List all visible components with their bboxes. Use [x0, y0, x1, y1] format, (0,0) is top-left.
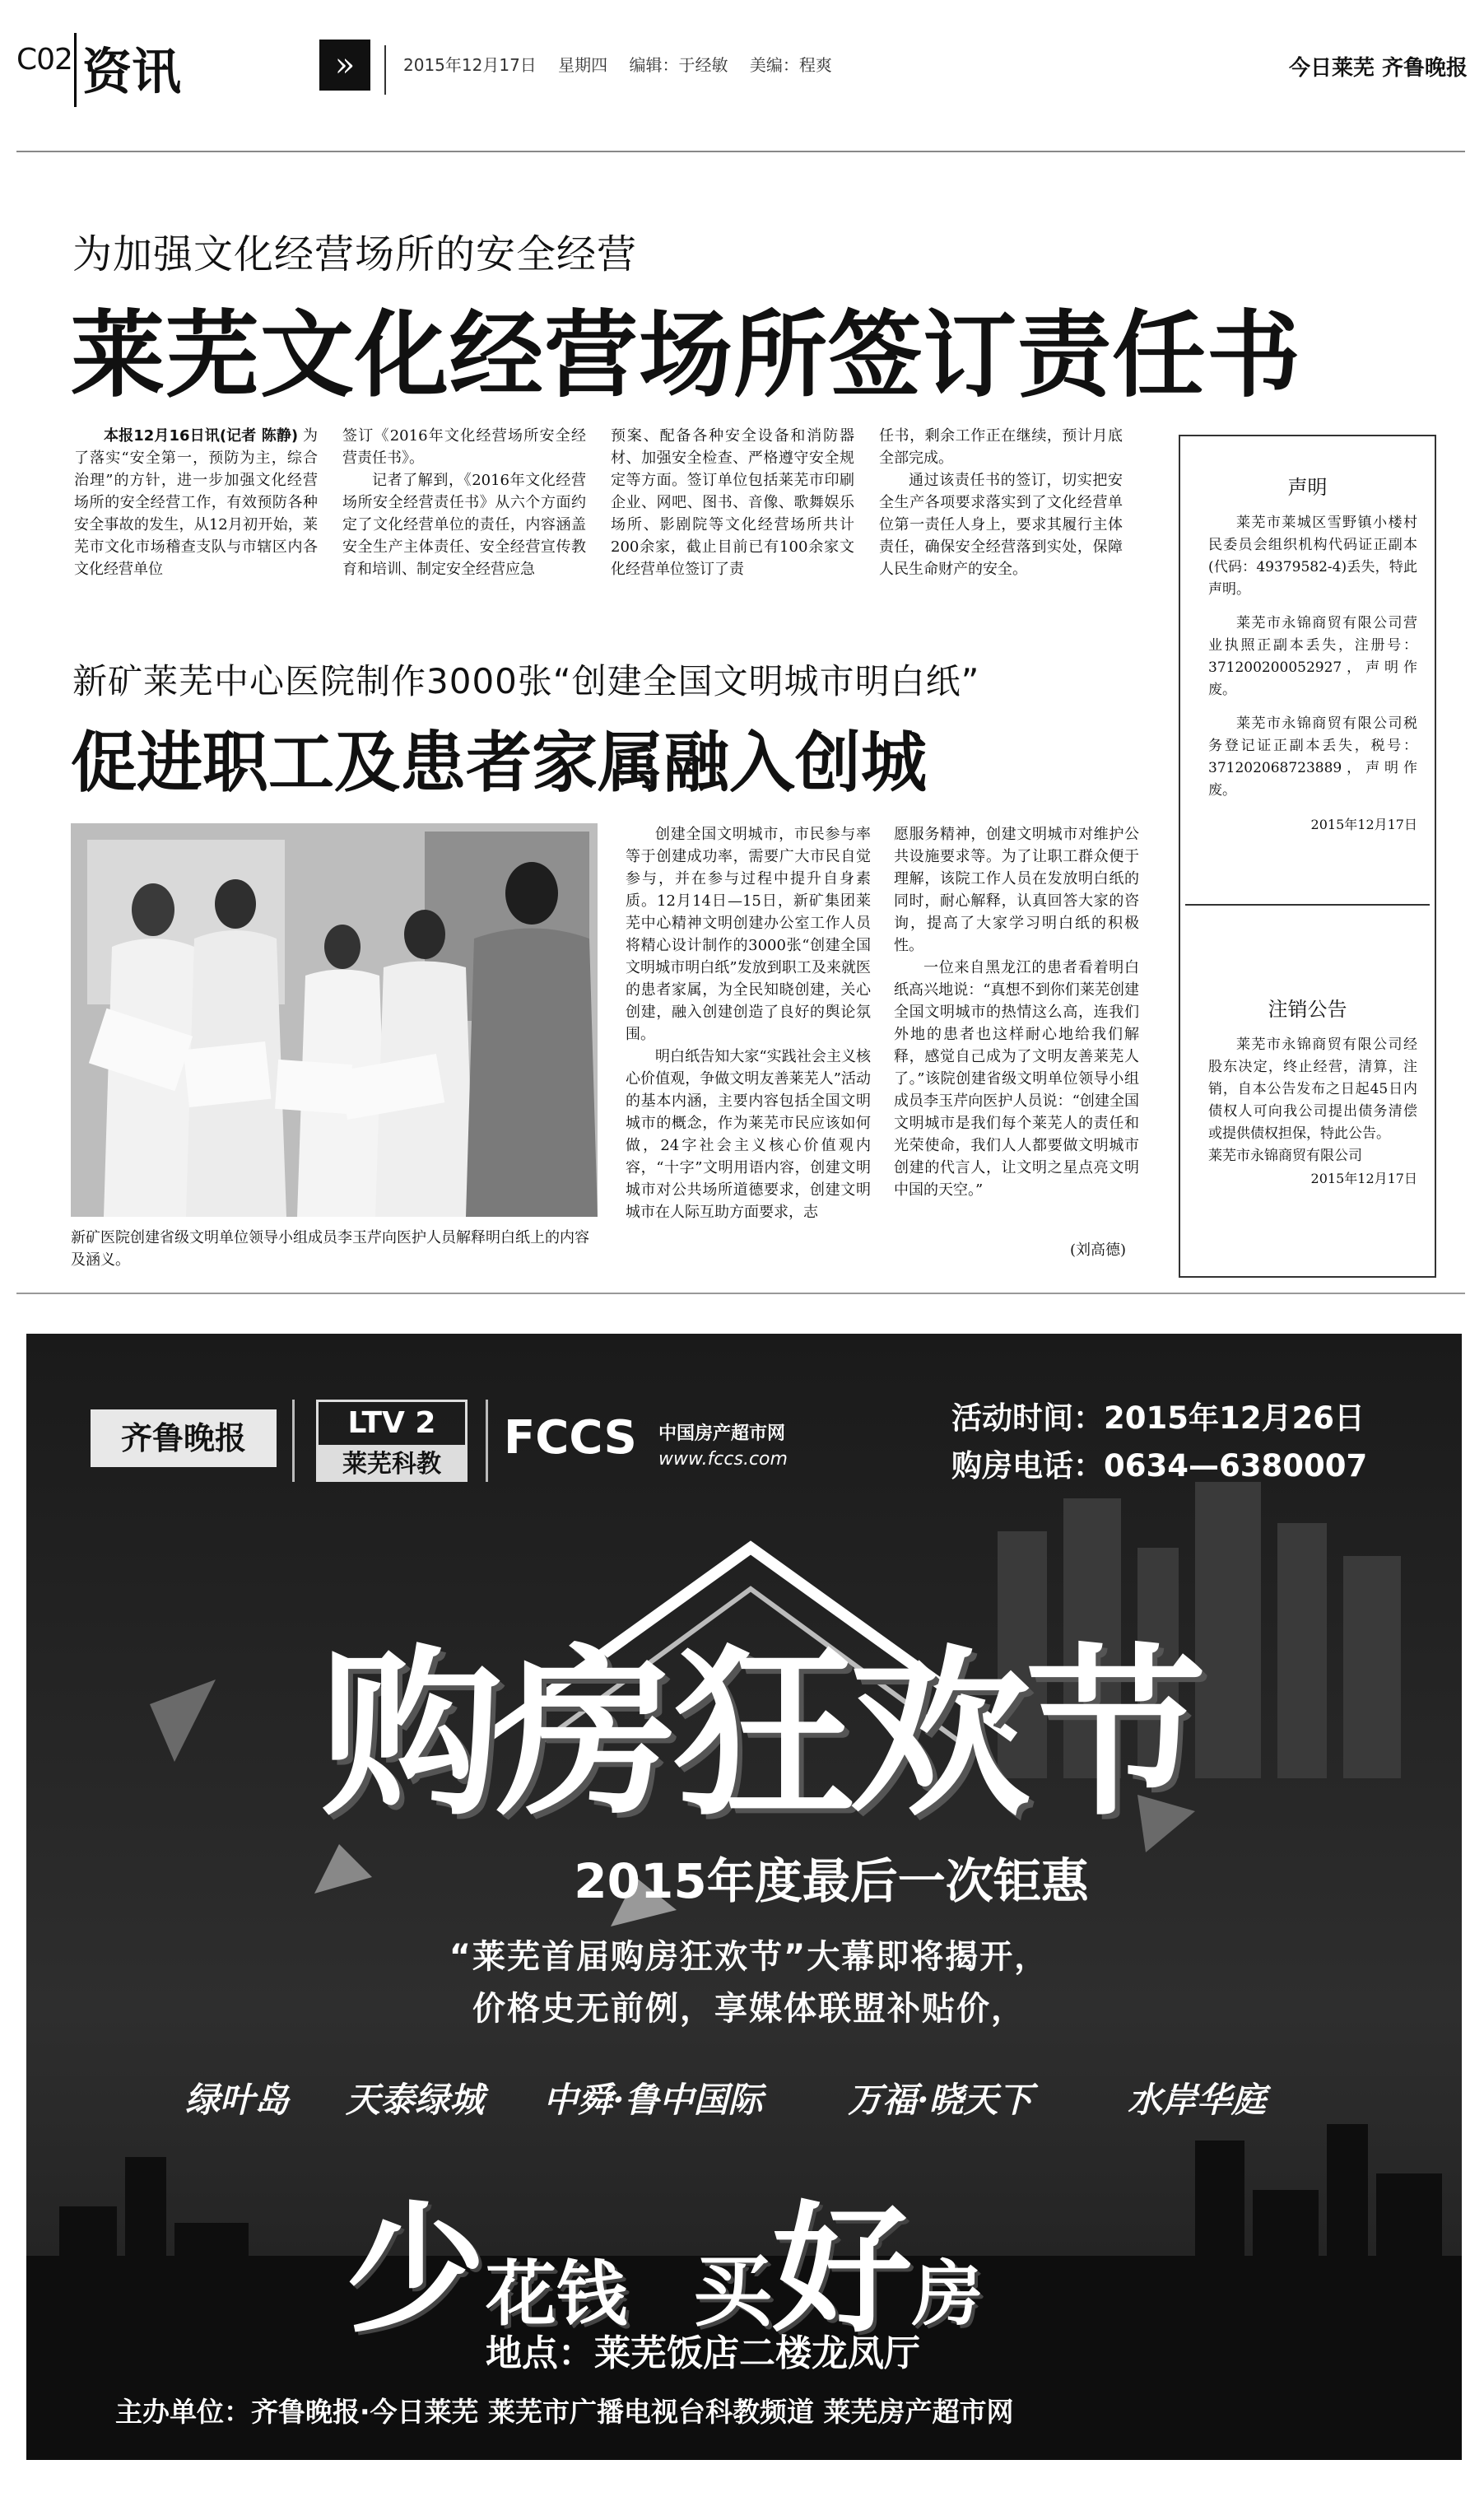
ad-headline: 购房狂欢节 — [320, 1629, 1202, 1840]
event-organizers: 主办单位：齐鲁晚报·今日莱芜 莱芜市广播电视台科教频道 莱芜房产超市网 — [115, 2396, 1014, 2428]
header-rule — [16, 151, 1465, 152]
slogan-part: 花钱 — [486, 2253, 628, 2336]
cancellation-date: 2015年12月17日 — [1310, 1171, 1417, 1186]
slogan-part: 买 — [693, 2245, 773, 2337]
ad-copy-line: 价格史无前例，享媒体联盟补贴价， — [472, 1990, 1026, 2028]
article2-column-1 — [626, 823, 871, 1223]
article1-text: 签订《2016年文化经营场所安全经营责任书》。 — [342, 427, 586, 467]
masthead: 今日莱芜 齐鲁晚报 — [1288, 56, 1468, 81]
project-name: 绿叶岛 — [185, 2080, 290, 2120]
statement-item: 莱芜市莱城区雪野镇小楼村民委员会组织机构代码证正副本(代码：49379582-4)丢失，特此声明。 — [1208, 515, 1417, 598]
fccs-name: 中国房产超市网 — [658, 1423, 786, 1444]
project-name: 水岸华庭 — [1128, 2080, 1267, 2120]
statement-item: 莱芜市永锦商贸有限公司营业执照正副本丢失，注册号：371200200052927，声明作废。 — [1208, 615, 1417, 698]
cancellation-title: 注销公告 — [1268, 998, 1347, 1021]
header-divider — [384, 45, 386, 95]
slogan-part: 好 — [772, 2189, 913, 2352]
issue-weekday: 星期四 — [558, 55, 608, 75]
article1-text: 任书，剩余工作正在继续，预计月底全部完成。 — [879, 427, 1123, 467]
cancellation-text: 莱芜市永锦商贸有限公司经股东决定，终止经营，清算，注销，自本公告发布之日起45日内债权人可向我公司提出债务清偿或提供债权担保，特此公告。 — [1208, 1037, 1417, 1142]
header-divider — [74, 33, 77, 107]
news-photo — [71, 823, 598, 1217]
statement-title: 声明 — [1287, 476, 1328, 499]
logo-divider — [486, 1400, 488, 1482]
article1-column-4 — [879, 425, 1123, 580]
fccs-url: www.fccs.com — [658, 1449, 788, 1470]
article1-text: 为了落实“安全第一，预防为主，综合治理”的方针，进一步加强文化经营场所的安全经营工作，有效预防各种安全事故的发生，从12月初开始，莱芜市文化市场稽查支队与市辖区内各文化经营单位 — [74, 427, 318, 578]
laiwu-science-channel-logo: 莱芜科教 — [316, 1447, 468, 1482]
event-phone: 购房电话：0634—6380007 — [951, 1448, 1368, 1484]
project-name: 中舜·鲁中国际 — [543, 2080, 763, 2120]
event-location: 地点：莱芜饭店二楼龙凤厅 — [486, 2332, 920, 2374]
article1-text: 通过该责任书的签订，切实把安全生产各项要求落实到了文化经营单位第一责任人身上，要求其履行主体责任，确保安全经营落到实处，保障人民生命财产的安全。 — [879, 472, 1123, 578]
statement-body — [1208, 512, 1417, 836]
project-name: 天泰绿城 — [346, 2080, 485, 2120]
article2-column-2 — [894, 823, 1139, 1201]
double-chevron-icon: » — [319, 40, 370, 91]
ad-subheadline: 2015年度最后一次钜惠 — [574, 1853, 1089, 1909]
header-meta — [403, 52, 849, 76]
statement-date: 2015年12月17日 — [1310, 817, 1417, 832]
article2-subtitle: 新矿莱芜中心医院制作3000张“创建全国文明城市明白纸” — [72, 661, 980, 701]
article1-lead: 本报12月16日讯(记者 陈静) — [104, 427, 299, 445]
ltv2-logo: LTV 2 — [316, 1400, 468, 1447]
article2-byline: (刘高德) — [1070, 1242, 1127, 1259]
ad-copy-line: “莱芜首届购房狂欢节”大幕即将揭开， — [449, 1938, 1049, 1976]
issue-date: 2015年12月17日 — [403, 55, 537, 75]
section-rule — [16, 1293, 1465, 1294]
logo-divider — [292, 1400, 295, 1482]
slogan-part: 房 — [912, 2253, 984, 2336]
photo-caption: 新矿医院创建省级文明单位领导小组成员李玉芹向医护人员解释明白纸上的内容及涵义。 — [71, 1229, 589, 1269]
page-number: C02 — [16, 43, 72, 77]
article1-column-1 — [74, 425, 318, 580]
article2-text: 愿服务精神，创建文明城市对维护公共设施要求等。为了让职工群众便于理解，该院工作人员在发放明白纸的同时，耐心解释，认真回答大家的咨询，提高了大家学习明白纸的积极性。 — [894, 826, 1139, 954]
article1-title: 莱芜文化经营场所签订责任书 — [71, 300, 1302, 410]
designer-credit: 美编：程爽 — [749, 55, 832, 75]
slogan-part: 少 — [346, 2189, 486, 2352]
fccs-logo: FCCS — [504, 1411, 637, 1465]
editor-credit: 编辑：于经敏 — [629, 55, 728, 75]
article1-subtitle: 为加强文化经营场所的安全经营 — [72, 231, 638, 277]
article2-text: 明白纸告知大家“实践社会主义核心价值观，争做文明友善莱芜人”活动的基本内涵，主要内容包括全国文明城市的概念，作为莱芜市民应该如何做，24字社会主义核心价值观内容，“十字”文明用语内容，创建文明城市对公共场所道德要求，创建文明城市在人际互助方面要求，志 — [626, 1048, 871, 1221]
statement-item: 莱芜市永锦商贸有限公司税务登记证正副本丢失，税号：371202068723889，声明作废。 — [1208, 715, 1417, 799]
cancellation-company: 莱芜市永锦商贸有限公司 — [1208, 1148, 1362, 1164]
article1-text: 记者了解到，《2016年文化经营场所安全经营责任书》从六个方面约定了文化经营单位的责任，内容涵盖安全生产主体责任、安全经营宣传教育和培训、制定安全经营应急 — [342, 472, 586, 578]
cancellation-body — [1208, 1034, 1417, 1190]
article1-column-2 — [342, 425, 586, 580]
article1-text: 预案、配备各种安全设备和消防器材、加强安全检查、严格遵守安全规定等方面。签订单位包括莱芜市印刷企业、网吧、图书、音像、歌舞娱乐场所、影剧院等文化经营场所共计200余家，截止目前已有100余家文化经营单位签订了责 — [611, 427, 854, 578]
notice-divider — [1185, 904, 1430, 906]
project-name: 万福·晓天下 — [848, 2080, 1033, 2120]
article1-column-3 — [611, 425, 854, 580]
event-time: 活动时间：2015年12月26日 — [951, 1400, 1365, 1436]
article2-text: 创建全国文明城市，市民参与率等于创建成功率，需要广大市民自觉参与，并在参与过程中提升自身素质。12月14日—15日，新矿集团莱芜中心精神文明创建办公室工作人员将精心设计制作的3000张“创建全国文明城市明白纸”发放到职工及来就医的患者家属，为全民知晓创建，关心创建，融入创建创造了良好的舆论氛围。 — [626, 826, 871, 1043]
section-title: 资讯 — [82, 44, 181, 101]
article2-text: 一位来自黑龙江的患者看着明白纸高兴地说：“真想不到你们莱芜创建全国文明城市的热情这么高，连我们外地的患者也这样耐心地给我们解释，感觉自己成为了文明友善莱芜人了。”该院创建省级文明单位领导小组成员李玉芹向医护人员说：“创建全国文明城市是我们每个莱芜人的责任和光荣使命，我们人人都要做文明城市创建的代言人，让文明之星点亮文明中国的天空。” — [894, 959, 1139, 1199]
qilu-evening-news-logo: 齐鲁晚报 — [91, 1409, 277, 1467]
article2-title: 促进职工及患者家属融入创城 — [71, 724, 927, 801]
